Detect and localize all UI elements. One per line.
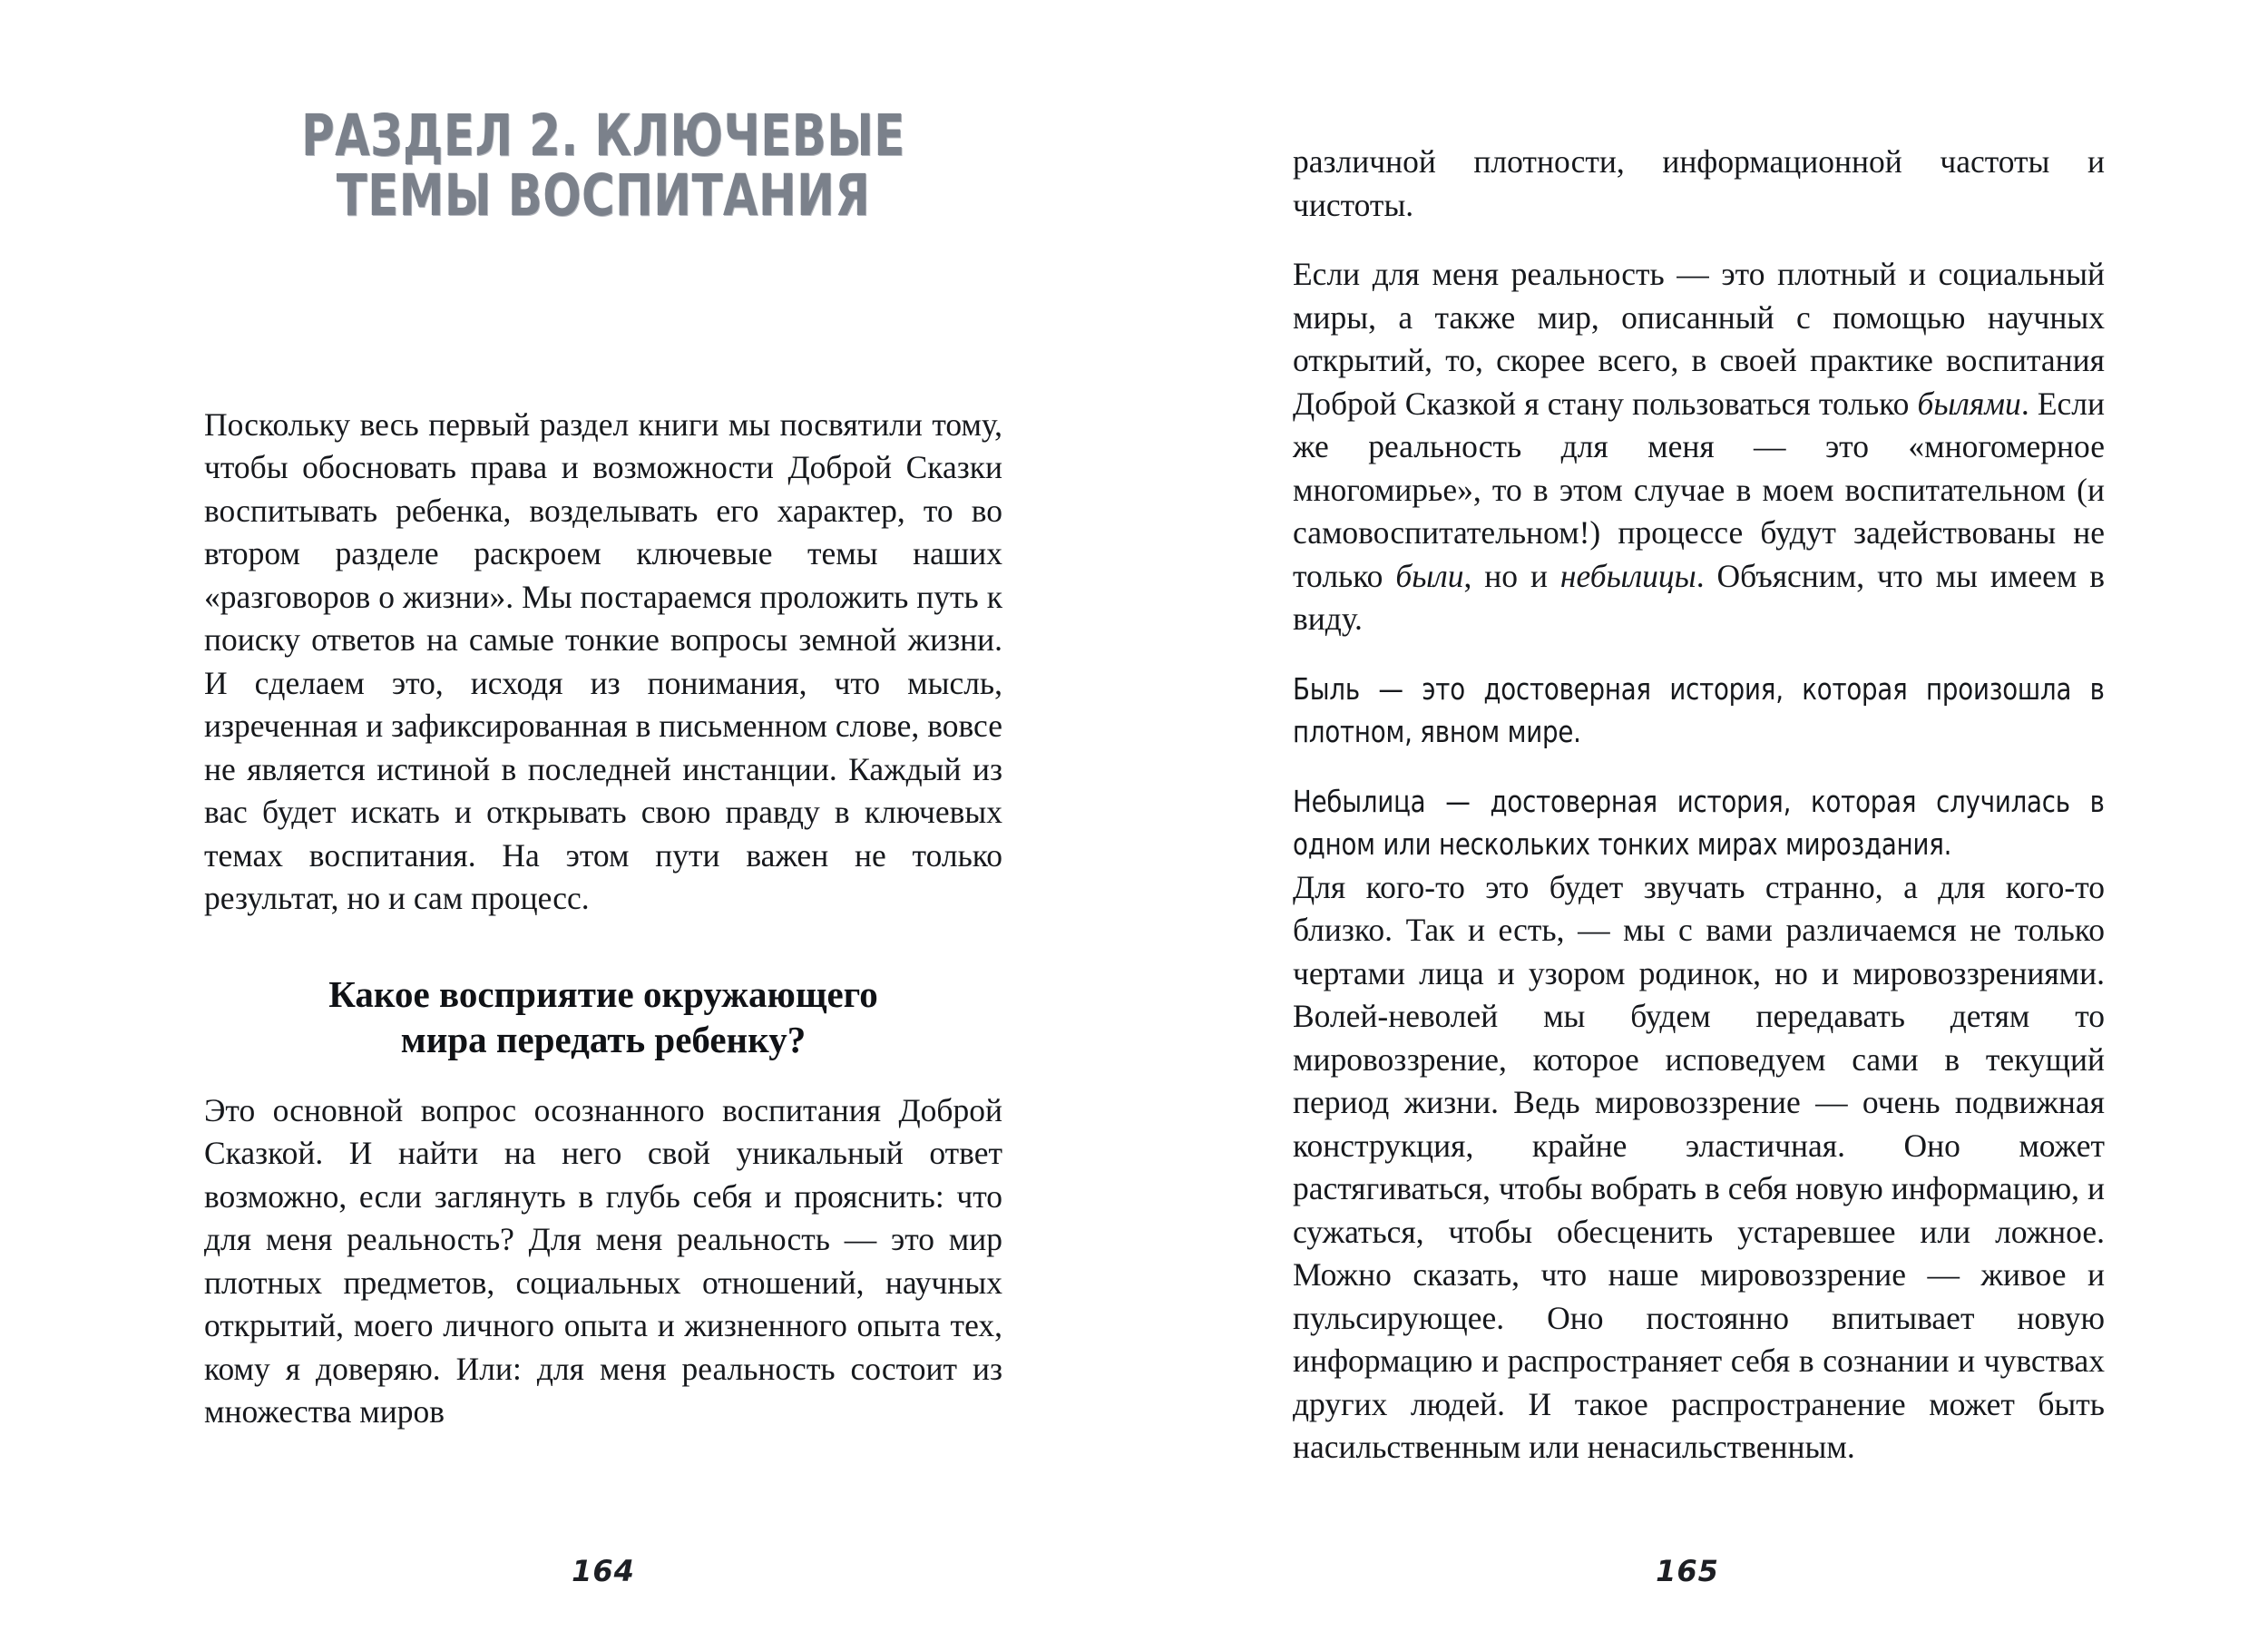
paragraph: различной плотности, информационной частоты и чистоты. xyxy=(1293,143,2105,223)
paragraph: Поскольку весь первый раздел книги мы посвятили тому, чтобы обосновать права и возможности Доброй Сказки воспитывать ребенка, возделывать его характер, то во втором разделе раскроем ключевые темы наших «разговоров о жизни». Мы постараемся проложить путь к поиску ответов на самые тонкие вопросы земной жизни. И сделаем это, исходя из понимания, что мысль, изреченная и зафиксированная в письменном слове, вовсе не является истиной в последней инстанции. Каждый из вас будет искать и открывать свою правду в ключевых темах воспитания. На этом пути важен не только результат, но и сам процесс. xyxy=(204,405,1002,916)
right-page xyxy=(1134,0,2268,1650)
section-heading xyxy=(252,0,954,229)
definition-paragraph: Небылица — достоверная история, которая случилась в одном или нескольких тонких мирах мироздания. xyxy=(1293,783,2105,862)
subheading-line-1: Какое восприятие окружающего xyxy=(328,972,878,1015)
page-number: 164 xyxy=(572,1554,635,1588)
paragraph: Если для меня реальность — это плотный и социальный миры, а также мир, описанный с помощью научных открытий, то, скорее всего, в своей практике воспитания Доброй Сказкой я стану пользоваться только былями. Если же реальность для меня — это «многомерное многомирье», то в этом случае в моем воспитательном (и самовоспитательном!) процессе будут задействованы не только были, но и небылицы. Объясним, что мы имеем в виду. xyxy=(1293,256,2106,637)
subheading-line-2: мира передать ребенку? xyxy=(400,1018,807,1060)
paragraph: Для кого-то это будет звучать странно, а для кого-то близко. Так и есть, — мы с вами различаемся не только чертами лица и узором родинок, но и мировоззрениями. Волей-неволей мы будем передавать детям то мировоззрение, которое исповедуем сами в текущий период жизни. Ведь мировоззрение — очень подвижная конструкция, крайне эластичная. Оно может растягиваться, чтобы вобрать в себя новую информацию, и сужаться, чтобы обесценить устаревшее или ложное. Можно сказать, что наше мировоззрение — живое и пульсирующее. Оно постоянно впитывает новую информацию и распространяет себя в сознании и чувствах других людей. И такое распространение может быть насильственным или ненасильственным. xyxy=(1293,868,2105,1465)
section-heading-line-1: РАЗДЕЛ 2. КЛЮЧЕВЫЕ xyxy=(301,103,905,169)
definition-paragraph: Быль — это достоверная история, которая произошла в плотном, явном мире. xyxy=(1293,670,2105,749)
italic-term: былями xyxy=(1917,385,2021,422)
left-page-body xyxy=(204,404,1002,1434)
section-heading-line-2: ТЕМЫ ВОСПИТАНИЯ xyxy=(336,162,871,229)
italic-term: были xyxy=(1395,557,1464,594)
paragraph: Это основной вопрос осознанного воспитания Доброй Сказкой. И найти на него свой уникальный ответ возможно, если заглянуть в глубь себя и прояснить: что для меня реальность? Для меня реальность — это мир плотных предметов, социальных отношений, научных открытий, моего личного опыта и жизненного опыта тех, кому я доверяю. Или: для меня реальность состоит из множества миров xyxy=(204,1091,1002,1430)
right-page-body xyxy=(1293,141,2105,1469)
subheading xyxy=(204,971,1002,1062)
page-number: 165 xyxy=(1656,1554,1719,1588)
italic-term: небылицы xyxy=(1559,557,1696,594)
